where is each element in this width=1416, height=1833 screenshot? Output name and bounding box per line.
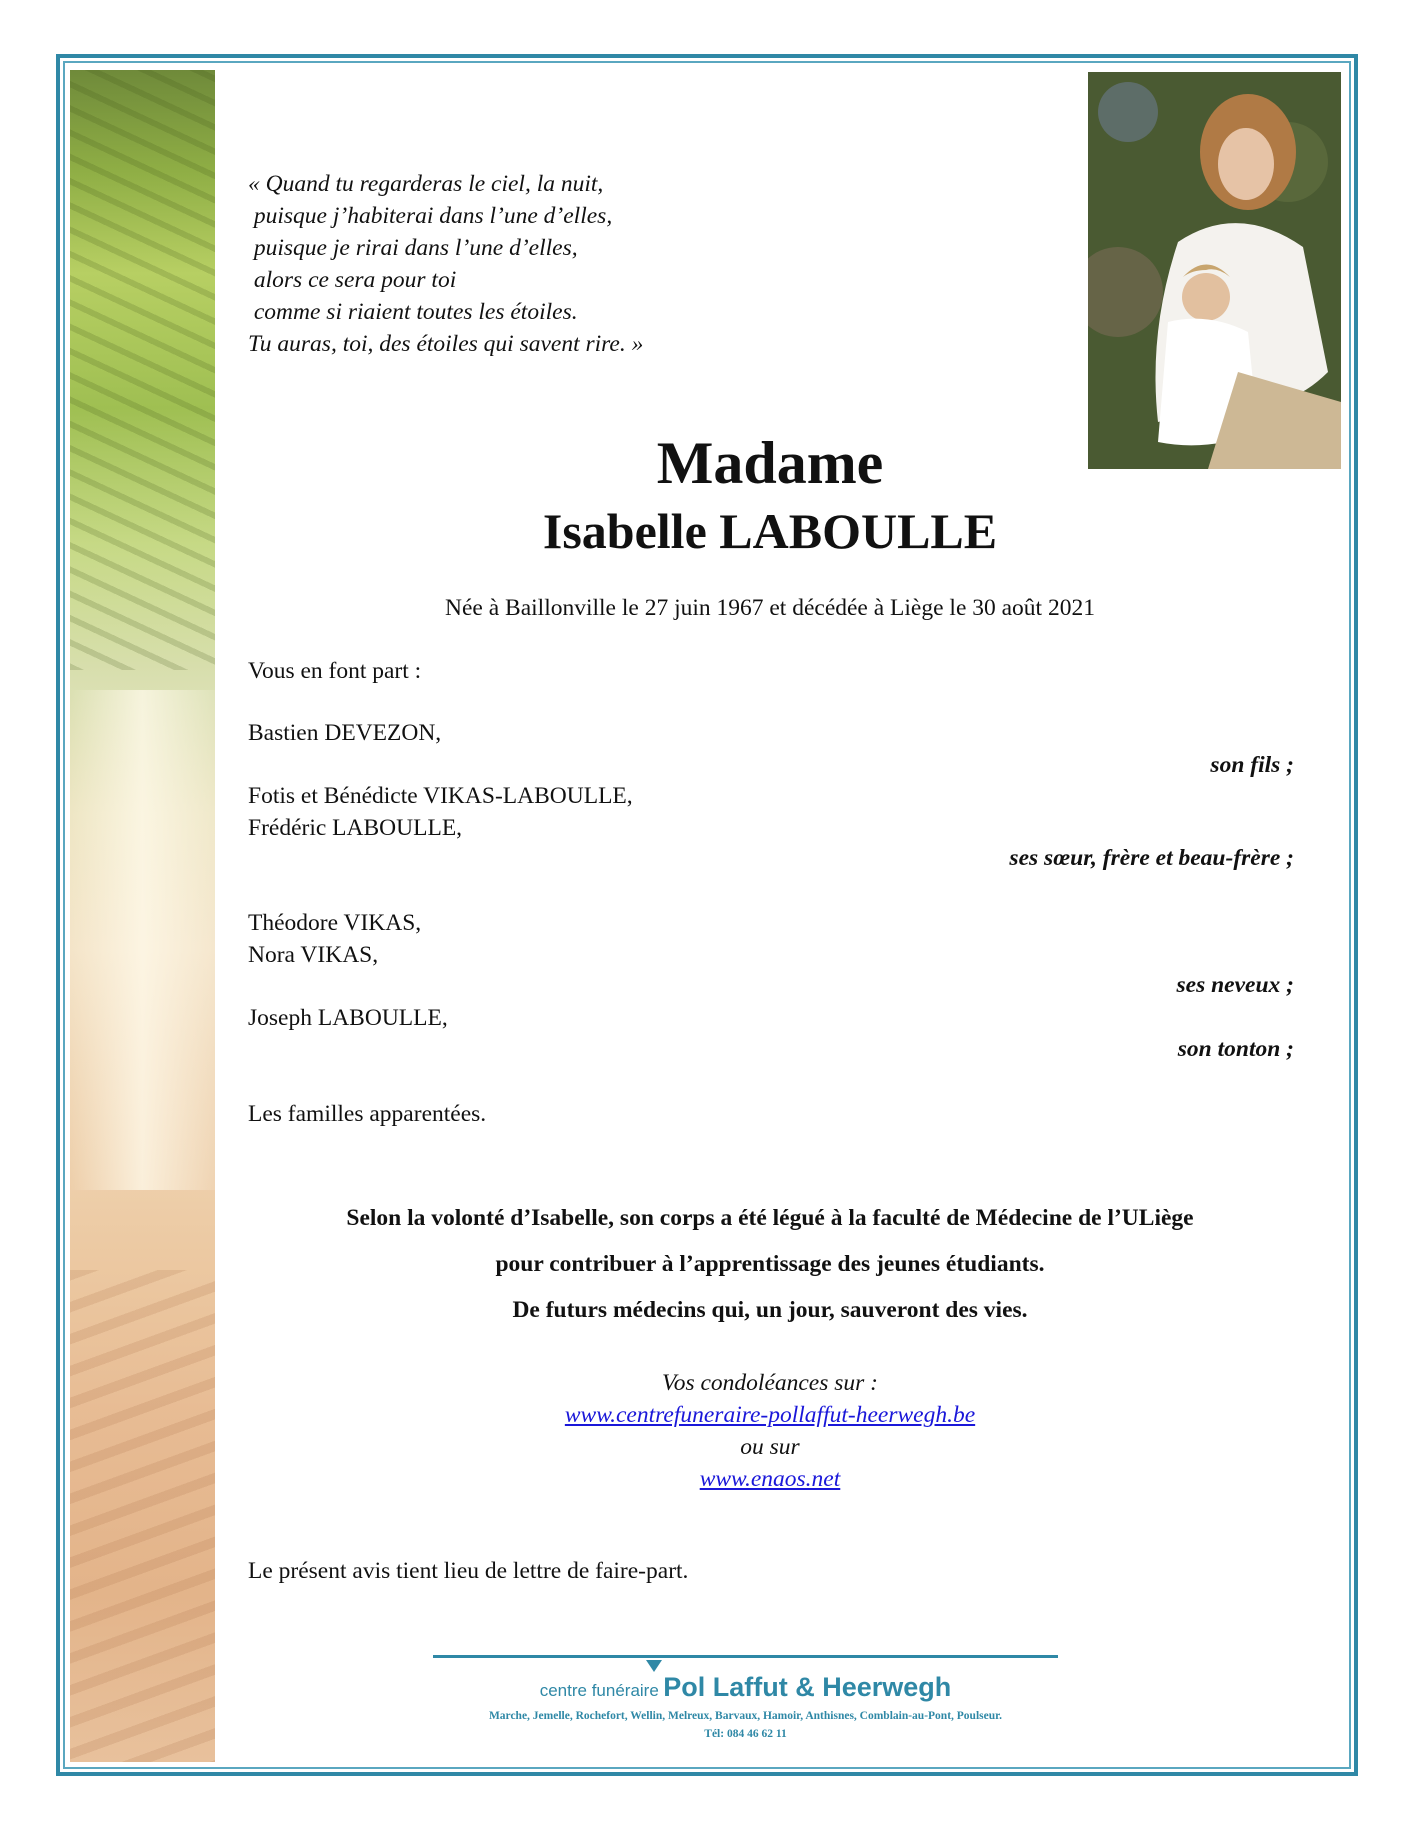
decorative-forest-band xyxy=(70,70,215,1762)
relation-label: ses neveux ; xyxy=(1176,972,1294,998)
quote-line: puisque je rirai dans l’une d’elles, xyxy=(248,235,578,261)
family-member: Bastien DEVEZON, xyxy=(248,720,442,746)
families-text: Les familles apparentées. xyxy=(248,1101,487,1127)
quote-line: Tu auras, toi, des étoiles qui savent rire. » xyxy=(248,331,644,357)
portrait-photo xyxy=(1088,72,1341,469)
triangle-marker-icon xyxy=(646,1660,662,1672)
quote-line: alors ce sera pour toi xyxy=(248,267,457,293)
quote-line: « Quand tu regarderas le ciel, la nuit, xyxy=(248,171,604,197)
footer-divider xyxy=(433,1655,1058,1658)
family-member: Joseph LABOULLE, xyxy=(248,1005,448,1031)
condolences-block xyxy=(400,1367,1140,1495)
foliage-texture xyxy=(70,70,215,670)
family-member: Frédéric LABOULLE, xyxy=(248,815,463,841)
funeral-centre-logo xyxy=(433,1672,1058,1703)
family-member: Théodore VIKAS, xyxy=(248,910,422,936)
condolences-link-funeral-centre[interactable]: www.centrefuneraire-pollaffut-heerwegh.be xyxy=(564,1402,976,1428)
footer-phone: Tél: 084 46 62 11 xyxy=(704,1728,787,1740)
sun-rays xyxy=(70,690,215,1190)
donation-line: De futurs médecins qui, un jour, sauveront des vies. xyxy=(512,1297,1028,1323)
epitaph-quote xyxy=(248,168,643,360)
donation-line: Selon la volonté d’Isabelle, son corps a été légué à la faculté de Médecine de l’ULiège xyxy=(346,1205,1194,1231)
intro-text: Vous en font part : xyxy=(248,658,422,684)
family-member: Nora VIKAS, xyxy=(248,942,379,968)
quote-line: puisque j’habiterai dans l’une d’elles, xyxy=(248,203,613,229)
relation-label: son tonton ; xyxy=(1177,1036,1294,1062)
condolences-or: ou sur xyxy=(740,1434,800,1460)
logo-prefix: centre funéraire xyxy=(539,1681,659,1700)
salutation-title: Madame xyxy=(656,430,884,496)
family-member: Fotis et Bénédicte VIKAS-LABOULLE, xyxy=(248,783,633,809)
quote-line: comme si riaient toutes les étoiles. xyxy=(248,299,578,325)
deceased-name: Isabelle LABOULLE xyxy=(542,503,998,559)
relation-label: ses sœur, frère et beau-frère ; xyxy=(1009,845,1294,871)
forest-path-texture xyxy=(70,1270,215,1762)
relation-label: son fils ; xyxy=(1210,752,1294,778)
condolences-link-enaos[interactable]: www.enaos.net xyxy=(699,1466,841,1492)
notice-text: Le présent avis tient lieu de lettre de faire-part. xyxy=(248,1558,689,1584)
condolences-label: Vos condoléances sur : xyxy=(661,1370,879,1396)
footer-locations: Marche, Jemelle, Rochefort, Wellin, Melreux, Barvaux, Hamoir, Anthisnes, Comblain-au-Pont, Poulseur. xyxy=(488,1710,1003,1722)
body-donation-notice xyxy=(200,1195,1340,1333)
portrait-illustration xyxy=(1088,72,1341,469)
donation-line: pour contribuer à l’apprentissage des jeunes étudiants. xyxy=(495,1251,1045,1277)
birth-death-line: Née à Baillonville le 27 juin 1967 et décédée à Liège le 30 août 2021 xyxy=(445,595,1095,621)
logo-brand: Pol Laffut & Heerwegh xyxy=(663,1672,952,1702)
